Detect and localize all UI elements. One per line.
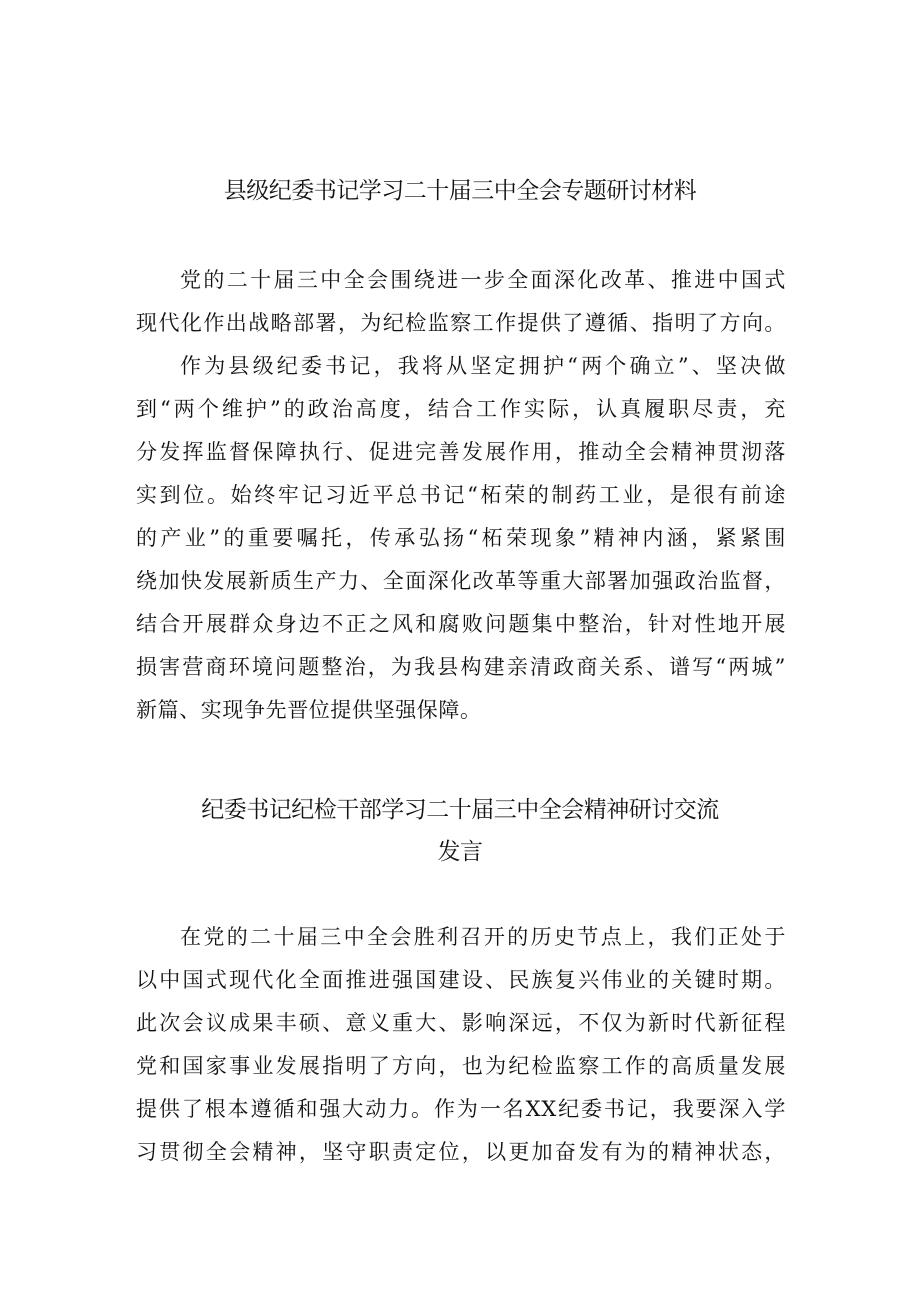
section2-line-5: 提供了根本遵循和强大动力。作为一名XX纪委书记，我要深入学	[136, 1097, 786, 1121]
section1-line-7: 的产业”的重要嘱托，传承弘扬“柘荣现象”精神内涵，紧紧围	[136, 526, 786, 550]
section1-line-1: 党的二十届三中全会围绕进一步全面深化改革、推进中国式	[180, 268, 786, 292]
section1-line-9: 结合开展群众身边不正之风和腐败问题集中整治，针对性地开展	[136, 612, 786, 636]
section2-line-3: 此次会议成果丰硕、意义重大、影响深远，不仅为新时代新征程	[136, 1011, 786, 1035]
section2-title-line-2: 发言	[437, 839, 483, 865]
section1-line-5: 分发挥监督保障执行、促进完善发展作用，推动全会精神贯沏落	[136, 440, 786, 464]
section2-line-4: 党和国家事业发展指明了方向，也为纪检监察工作的高质量发展	[136, 1054, 786, 1078]
section2-title	[0, 789, 920, 873]
section1-line-4: 到“两个维护”的政治高度，结合工作实际，认真履职尽责，充	[136, 397, 786, 421]
section2-line-1: 在党的二十届三中全会胜利召开的历史节点上，我们正处于	[180, 925, 786, 949]
section1-line-3: 作为县级纪委书记，我将从坚定拥护“两个确立”、坚决做	[180, 354, 786, 378]
section1-title-text: 县级纪委书记学习二十届三中全会专题研讨材料	[223, 178, 697, 204]
section2-line-6: 习贯彻全会精神，坚守职责定位，以更加奋发有为的精神状态，	[136, 1140, 786, 1164]
section1-line-6: 实到位。始终牢记习近平总书记“柘荣的制药工业，是很有前途	[136, 483, 786, 507]
section2-title-line-1: 纪委书记纪检干部学习二十届三中全会精神研讨交流	[201, 797, 719, 823]
section1-line-2: 现代化作出战略部署，为纪检监察工作提供了遵循、指明了方向。	[136, 311, 786, 335]
section1-line-11: 新篇、实现争先晋位提供坚强保障。	[136, 698, 482, 722]
section1-line-8: 绕加快发展新质生产力、全面深化改革等重大部署加强政治监督，	[136, 569, 786, 593]
section1-title	[0, 170, 920, 212]
section2-line-2: 以中国式现代化全面推进强国建设、民族复兴伟业的关键时期。	[136, 968, 786, 992]
section1-line-10: 损害营商环境问题整治，为我县构建亲清政商关系、谱写“两城”	[136, 655, 786, 679]
